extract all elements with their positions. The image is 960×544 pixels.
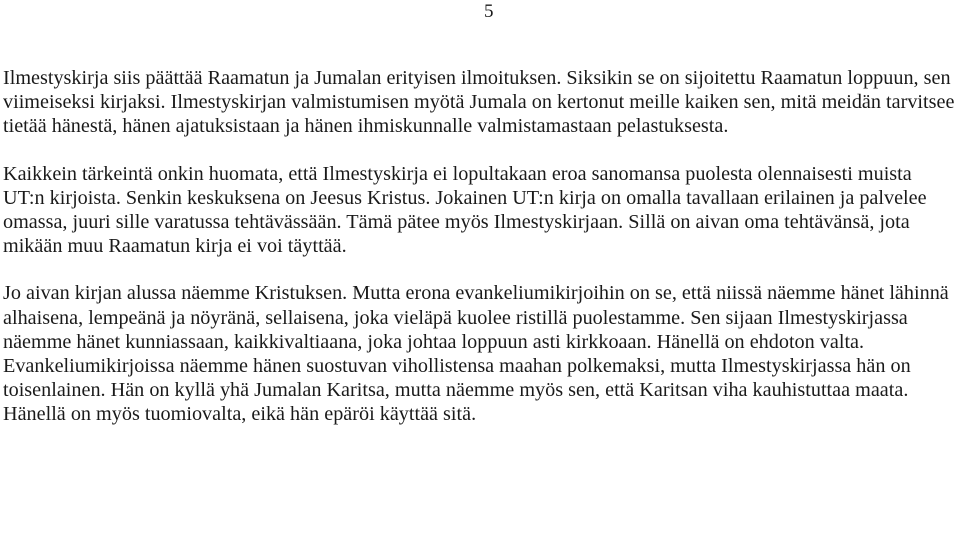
document-body	[3, 66, 958, 427]
page-number: 5	[484, 1, 494, 22]
paragraph: Ilmestyskirja siis päättää Raamatun ja Jumalan erityisen ilmoituksen. Siksikin se on sijoitettu Raamatun loppuun, sen viimeiseksi kirjaksi. Ilmestyskirjan valmistumisen myötä Jumala on kertonut meille kaiken sen, mitä meidän tarvitsee tietää hänestä, hänen ajatuksistaan ja hänen ihmiskunnalle valmistamastaan pelastuksesta.	[3, 67, 955, 138]
paragraph: Jo aivan kirjan alussa näemme Kristuksen. Mutta erona evankeliumikirjoihin on se, että niissä näemme hänet lähinnä alhaisena, lempeänä ja nöyränä, sellaisena, joka vieläpä kuolee ristillä puolestamme. Sen sijaan Ilmestyskirjassa näemme hänet kunniassaan, kaikkivaltiaana, joka johtaa loppuun asti kirkkoaan. Hänellä on ehdoton valta. Evankeliumikirjoissa näemme hänen suostuvan vihollistensa maahan polkemaksi, mutta Ilmestyskirjassa hän on toisenlainen. Hän on kyllä yhä Jumalan Karitsa, mutta näemme myös sen, että Karitsan viha kauhistuttaa maata. Hänellä on myös tuomiovalta, eikä hän epäröi käyttää sitä.	[3, 282, 949, 426]
paragraph: Kaikkein tärkeintä onkin huomata, että Ilmestyskirja ei lopultakaan eroa sanomansa puolesta olennaisesti muista UT:n kirjoista. Senkin keskuksena on Jeesus Kristus. Jokainen UT:n kirja on omalla tavallaan erilainen ja palvelee omassa, juuri sille varatussa tehtävässään. Tämä pätee myös Ilmestyskirjaan. Sillä on aivan oma tehtävänsä, jota mikään muu Raamatun kirja ei voi täyttää.	[3, 162, 927, 258]
